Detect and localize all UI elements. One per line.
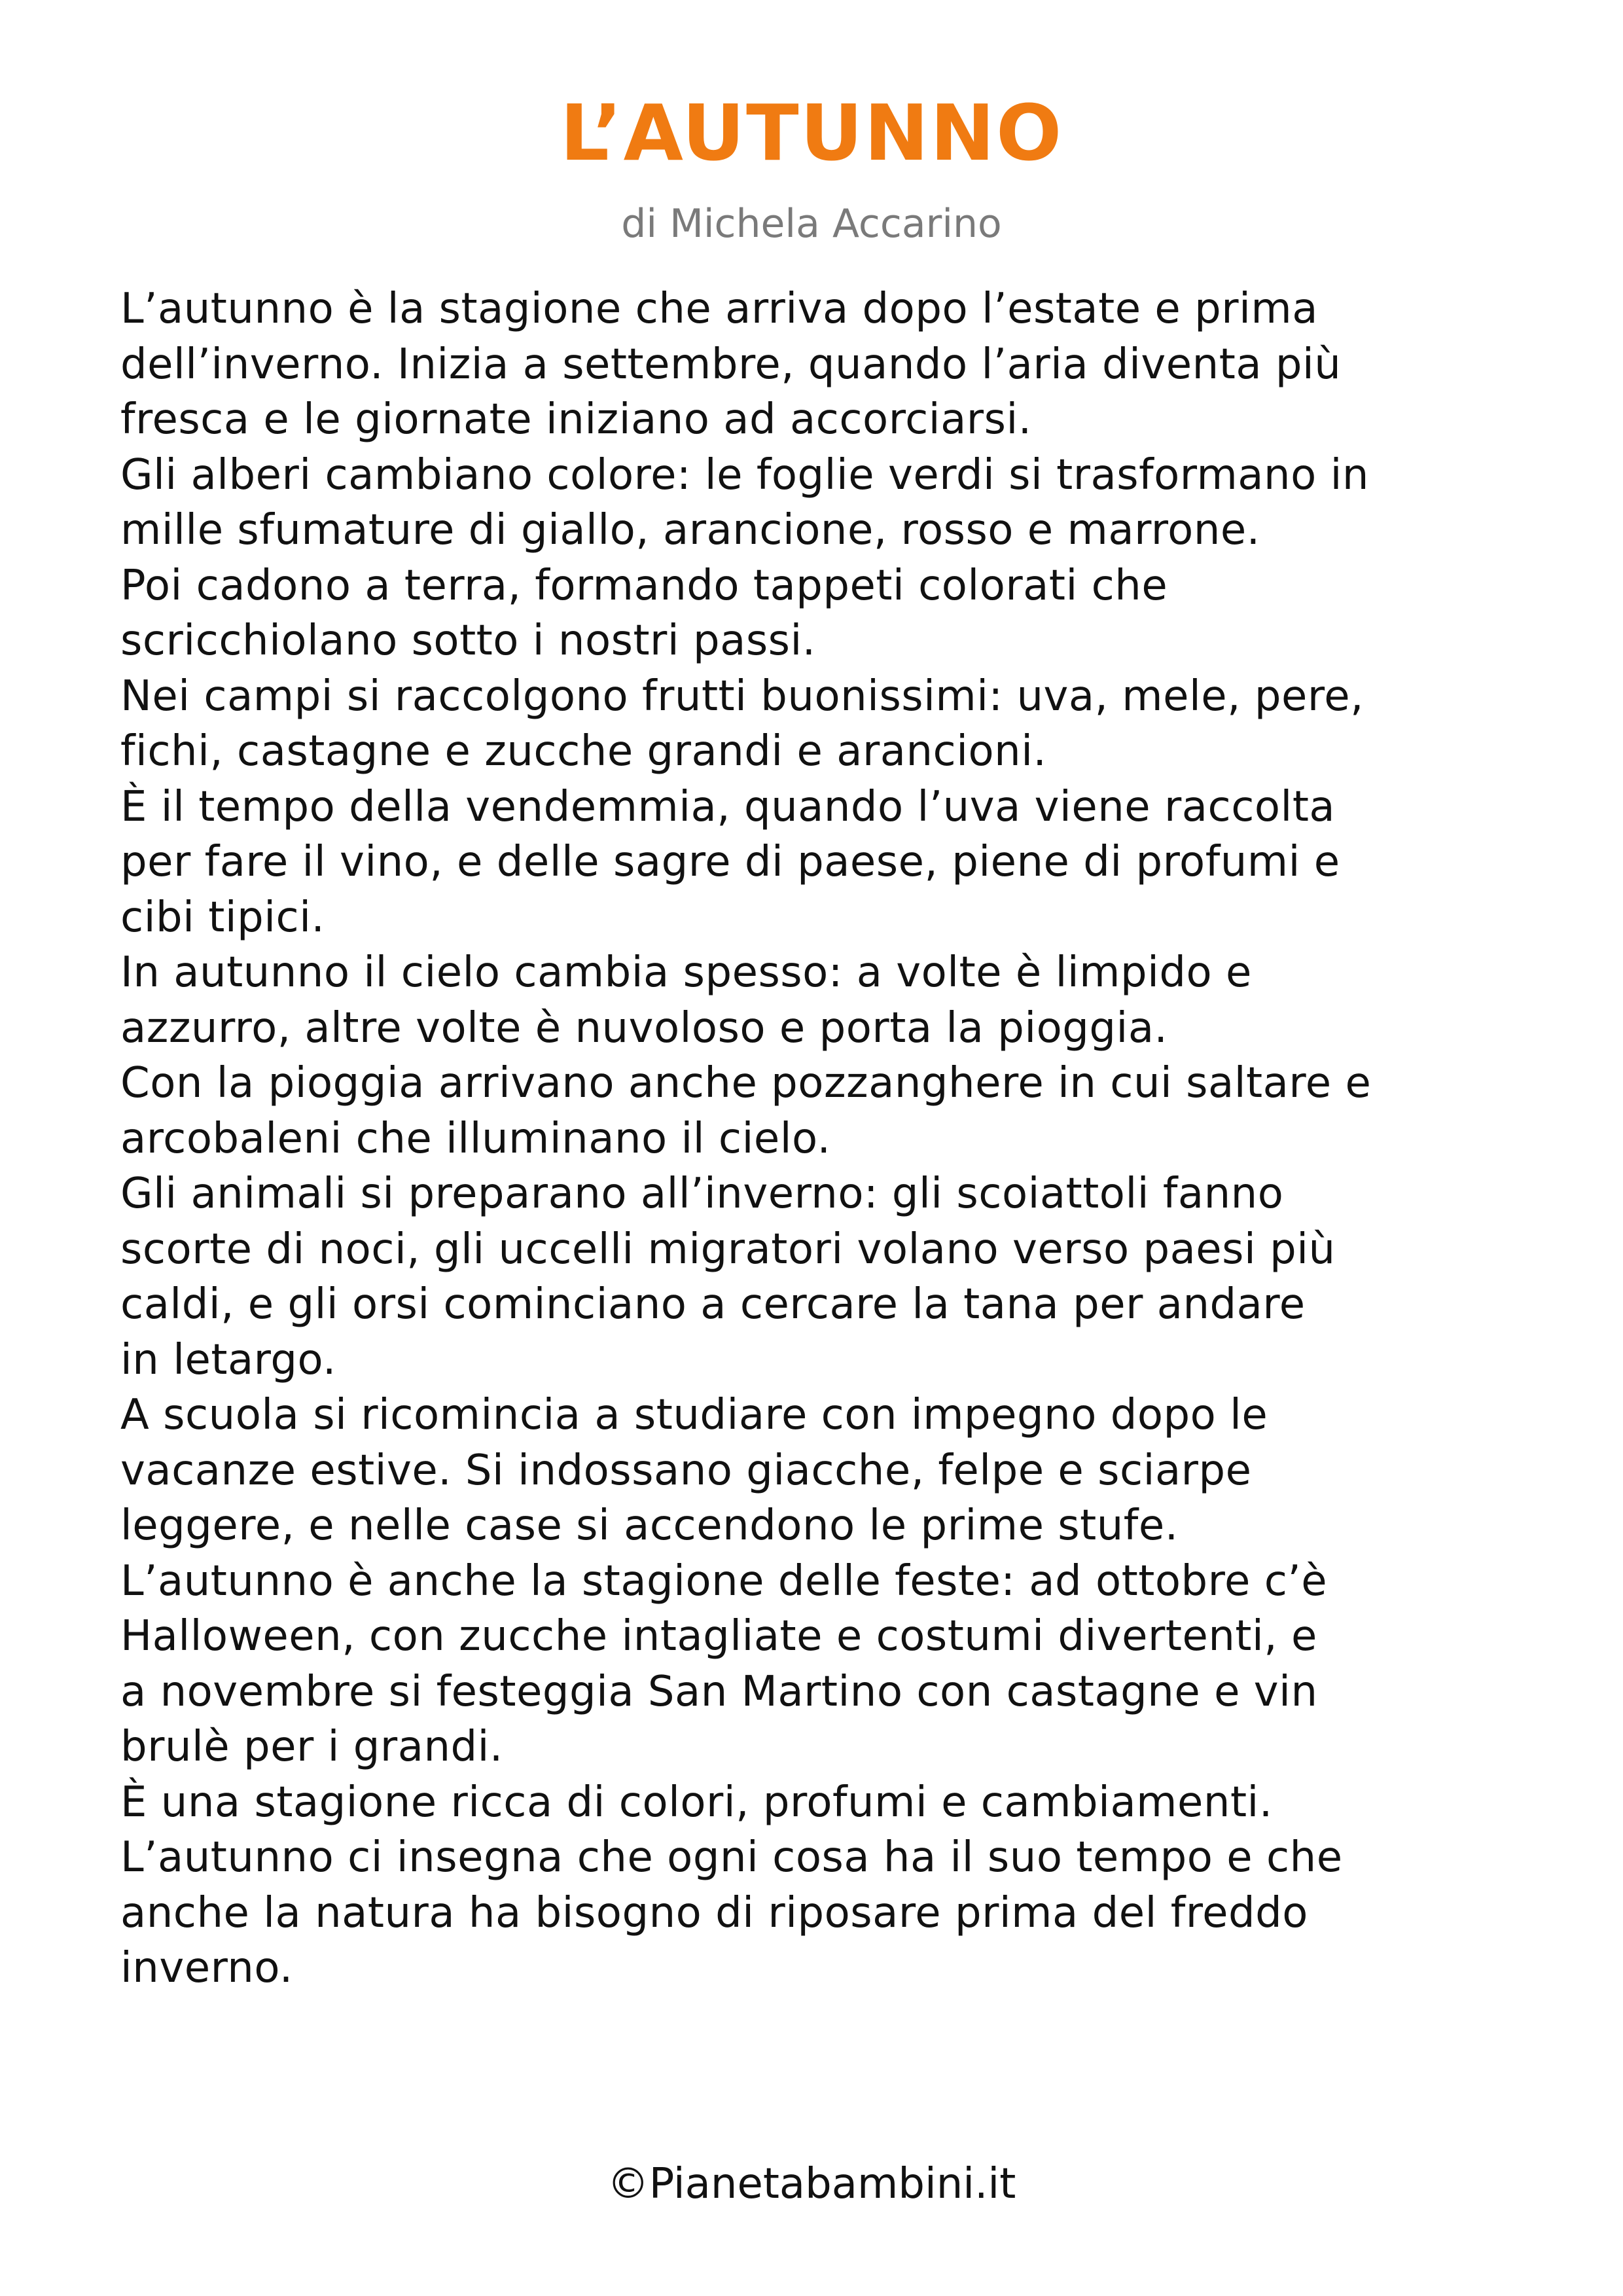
text-line: In autunno il cielo cambia spesso: a volte è limpido e <box>120 948 1252 997</box>
text-line: leggere, e nelle case si accendono le prime stufe. <box>120 1501 1179 1550</box>
text-line: inverno. <box>120 1944 293 1992</box>
text-line: dell’inverno. Inizia a settembre, quando l’aria diventa più <box>120 340 1342 389</box>
text-line: cibi tipici. <box>120 893 325 942</box>
text-line: Halloween, con zucche intagliate e costumi divertenti, e <box>120 1612 1317 1660</box>
copyright-footer: ©Pianetabambini.it <box>607 2160 1016 2208</box>
story-text <box>120 281 1527 1996</box>
text-line: L’autunno è la stagione che arriva dopo l’estate e prima <box>120 285 1318 333</box>
text-line: È una stagione ricca di colori, profumi e cambiamenti. <box>120 1778 1273 1827</box>
author-byline: di Michela Accarino <box>621 201 1002 247</box>
text-line: L’autunno ci insegna che ogni cosa ha il suo tempo e che <box>120 1833 1343 1882</box>
text-line: A scuola si ricomincia a studiare con impegno dopo le <box>120 1391 1268 1439</box>
page-title: L’AUTUNNO <box>560 88 1063 178</box>
text-line: fichi, castagne e zucche grandi e arancioni. <box>120 727 1047 776</box>
text-line: Nei campi si raccolgono frutti buonissimi: uva, mele, pere, <box>120 672 1364 721</box>
text-line: Con la pioggia arrivano anche pozzanghere in cui saltare e <box>120 1059 1372 1107</box>
text-line: scorte di noci, gli uccelli migratori volano verso paesi più <box>120 1225 1336 1274</box>
text-line: Gli alberi cambiano colore: le foglie verdi si trasformano in <box>120 450 1369 499</box>
text-line: azzurro, altre volte è nuvoloso e porta la pioggia. <box>120 1003 1168 1052</box>
text-line: anche la natura ha bisogno di riposare prima del freddo <box>120 1888 1308 1937</box>
text-line: fresca e le giornate iniziano ad accorciarsi. <box>120 395 1032 444</box>
text-line: vacanze estive. Si indossano giacche, felpe e sciarpe <box>120 1446 1252 1495</box>
text-line: per fare il vino, e delle sagre di paese, piene di profumi e <box>120 838 1340 886</box>
text-line: a novembre si festeggia San Martino con castagne e vin <box>120 1667 1318 1716</box>
text-line: scricchiolano sotto i nostri passi. <box>120 617 816 665</box>
text-line: caldi, e gli orsi cominciano a cercare la tana per andare <box>120 1280 1306 1329</box>
text-line: in letargo. <box>120 1335 336 1384</box>
text-line: L’autunno è anche la stagione delle feste: ad ottobre c’è <box>120 1556 1328 1605</box>
text-line: Poi cadono a terra, formando tappeti colorati che <box>120 561 1168 610</box>
text-line: brulè per i grandi. <box>120 1723 503 1771</box>
text-line: mille sfumature di giallo, arancione, rosso e marrone. <box>120 506 1260 554</box>
text-line: Gli animali si preparano all’inverno: gli scoiattoli fanno <box>120 1170 1284 1218</box>
text-line: È il tempo della vendemmia, quando l’uva viene raccolta <box>120 782 1336 831</box>
text-line: arcobaleni che illuminano il cielo. <box>120 1114 831 1163</box>
